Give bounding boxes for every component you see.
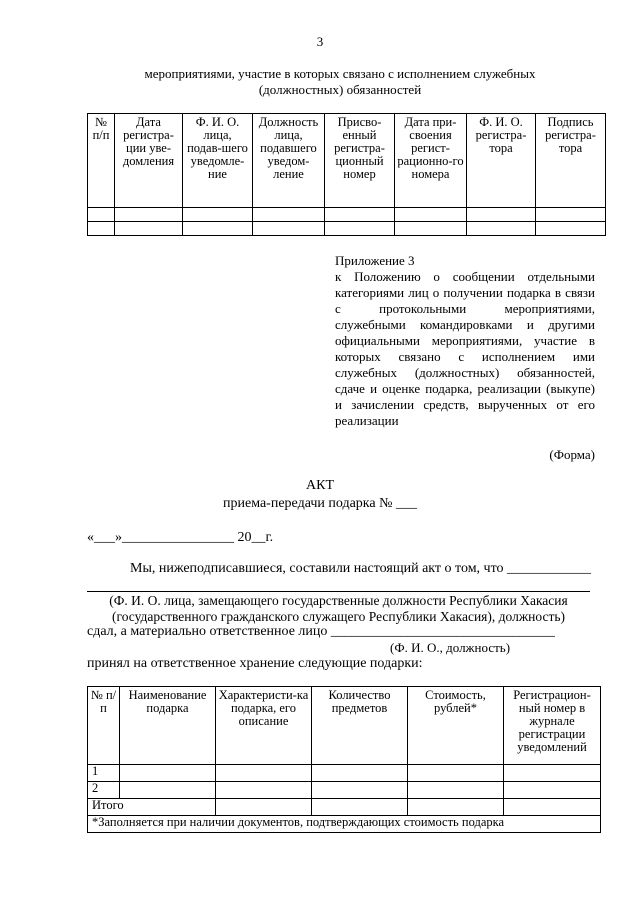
header-cell: Присво-енный регистра-ционный номер bbox=[325, 114, 395, 208]
table-cell bbox=[216, 765, 312, 782]
table-row bbox=[88, 222, 606, 236]
table-cell bbox=[253, 208, 325, 222]
footnote: *Заполняется при наличии документов, подтверждающих стоимость подарка bbox=[88, 816, 601, 833]
table-cell bbox=[325, 208, 395, 222]
table-header-row bbox=[88, 114, 606, 208]
header-cell: Должность лица, подавшего уведом-ление bbox=[253, 114, 325, 208]
table-cell bbox=[312, 799, 408, 816]
page-number: 3 bbox=[316, 34, 324, 49]
header-cell: Наименование подарка bbox=[120, 687, 216, 765]
header-cell: Стоимость, рублей* bbox=[408, 687, 504, 765]
fio-note-line-2: (государственного гражданского служащего Республики Хакасия), должность) bbox=[112, 609, 565, 624]
table-cell bbox=[88, 208, 115, 222]
table-cell bbox=[253, 222, 325, 236]
table-cell bbox=[120, 765, 216, 782]
blank-underline bbox=[87, 591, 590, 592]
heading-continuation bbox=[95, 66, 585, 98]
table-cell bbox=[183, 208, 253, 222]
registration-journal-table bbox=[87, 113, 606, 236]
row-number-cell: 2 bbox=[88, 782, 120, 799]
table-cell bbox=[504, 765, 601, 782]
table-cell bbox=[88, 222, 115, 236]
table-row bbox=[88, 765, 601, 782]
header-cell: Количество предметов bbox=[312, 687, 408, 765]
appendix-title: Приложение 3 bbox=[335, 253, 415, 268]
table-row bbox=[88, 799, 601, 816]
table-cell bbox=[467, 222, 536, 236]
statement-line: Мы, нижеподписавшиеся, составили настоящий акт о том, что ____________ bbox=[130, 561, 592, 576]
header-cell: Дата при-своения регист-рационно-го номера bbox=[395, 114, 467, 208]
form-label: (Форма) bbox=[549, 447, 595, 462]
table-cell bbox=[408, 765, 504, 782]
table-cell bbox=[312, 765, 408, 782]
table-cell bbox=[536, 222, 606, 236]
total-label-cell: Итого bbox=[88, 799, 216, 816]
table-cell bbox=[395, 222, 467, 236]
header-cell: Характеристи-ка подарка, его описание bbox=[216, 687, 312, 765]
header-cell: Ф. И. О. лица, подав-шего уведомле-ние bbox=[183, 114, 253, 208]
responsible-person-note: (Ф. И. О., должность) bbox=[390, 640, 511, 655]
header-cell: № п/п bbox=[88, 114, 115, 208]
table-cell bbox=[408, 782, 504, 799]
table-cell bbox=[467, 208, 536, 222]
table-cell bbox=[504, 782, 601, 799]
fio-note-line-1: (Ф. И. О. лица, замещающего государственные должности Республики Хакасия bbox=[109, 593, 568, 608]
header-cell: Ф. И. О. регистра-тора bbox=[467, 114, 536, 208]
date-line: «___»________________ 20__г. bbox=[87, 530, 274, 545]
table-cell bbox=[536, 208, 606, 222]
fio-position-note bbox=[87, 593, 590, 625]
table-cell bbox=[216, 799, 312, 816]
table-cell bbox=[312, 782, 408, 799]
table-cell bbox=[504, 799, 601, 816]
header-cell: Регистрацион-ный номер в журнале регистрации уведомлений bbox=[504, 687, 601, 765]
table-row bbox=[88, 782, 601, 799]
gifts-table bbox=[87, 686, 601, 833]
header-cell: № п/п bbox=[88, 687, 120, 765]
table-cell bbox=[325, 222, 395, 236]
table-cell bbox=[408, 799, 504, 816]
appendix-block bbox=[335, 253, 595, 429]
heading-line-1: мероприятиями, участие в которых связано с исполнением служебных bbox=[144, 66, 536, 81]
table-row bbox=[88, 208, 606, 222]
table-cell bbox=[120, 782, 216, 799]
table-cell bbox=[115, 208, 183, 222]
table-cell bbox=[183, 222, 253, 236]
header-cell: Дата регистра-ции уве-домления bbox=[115, 114, 183, 208]
table-cell bbox=[395, 208, 467, 222]
handed-over-line: сдал, а материально ответственное лицо ________________________________ bbox=[87, 624, 555, 639]
act-subtitle: приема-передачи подарка № ___ bbox=[223, 496, 417, 511]
table-cell bbox=[115, 222, 183, 236]
heading-line-2: (должностных) обязанностей bbox=[258, 82, 422, 97]
footnote-row bbox=[88, 816, 601, 833]
header-cell: Подпись регистра-тора bbox=[536, 114, 606, 208]
table-cell bbox=[216, 782, 312, 799]
table-header-row bbox=[88, 687, 601, 765]
act-title: АКТ bbox=[306, 478, 334, 493]
row-number-cell: 1 bbox=[88, 765, 120, 782]
appendix-body: к Положению о сообщении отдельными категориями лиц о получении подарка в связи с протокольными мероприятиями, служебными командировками и другими официальными мероприятиями, участие в которых связано с исполнением ими служебных (должностных) обязанностей, сдаче и оценке подарка, реализации (выкупе) и зачислении средств, вырученных от его реализации bbox=[335, 269, 595, 428]
accepted-line: принял на ответственное хранение следующие подарки: bbox=[87, 656, 423, 671]
